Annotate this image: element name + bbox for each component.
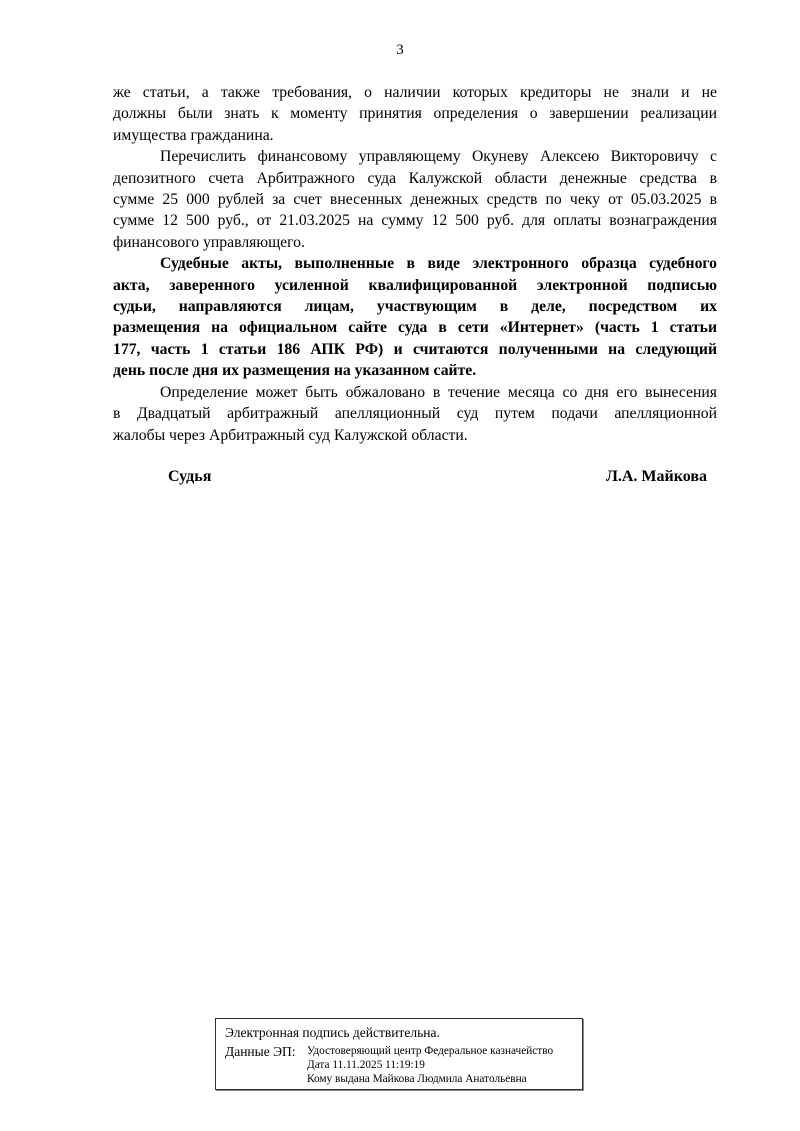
text-line: финансового управляющего. [113,233,305,251]
signature-data-label: Данные ЭП: [225,1044,296,1059]
signature-validity-text: Электронная подпись действительна. [225,1025,440,1040]
text-line: имущества гражданина. [113,126,274,144]
text-line: Определение может быть обжаловано в течение месяца со дня его вынесения [160,383,717,401]
judge-title: Судья [168,468,212,485]
text-line: Перечислить финансовому управляющему Окуневу Алексею Викторовичу с [160,148,717,166]
judge-name: Л.А. Майкова [605,468,707,485]
text-line: Судебные акты, выполненные в виде электронного образца судебного [160,255,717,273]
text-line: жалобы через Арбитражный суд Калужской области. [113,426,468,444]
text-line: сумме 12 500 руб., от 21.03.2025 на сумму 12 500 руб. для оплаты вознаграждения [113,212,717,230]
signature-row [113,466,717,487]
paragraph-continuation [113,82,717,146]
paragraph-electronic-acts [113,253,717,381]
paragraph-appeal [113,382,717,446]
certificate-authority: Удостоверяющий центр Федеральное казначейство [307,1045,554,1057]
text-line: размещения на официальном сайте суда в сети «Интернет» (часть 1 статьи [113,319,717,337]
electronic-signature-stamp [215,1018,583,1090]
page-number: 3 [396,42,404,58]
signature-date: Дата 11.11.2025 11:19:19 [307,1059,425,1072]
text-line: же статьи, а также требования, о наличии которых кредиторы не знали и не [113,84,717,101]
text-line: в Двадцатый арбитражный апелляционный суд путем подачи апелляционной [113,405,717,423]
text-line: должны были знать к моменту принятия определения о завершении реализации [113,105,717,123]
text-line: акта, заверенного усиленной квалифицированной электронной подписью [113,276,717,294]
document-body [113,82,717,446]
text-line: судьи, направляются лицам, участвующим в деле, посредством их [113,298,717,316]
signature-data-details [307,1044,553,1087]
text-line: сумме 25 000 рублей за счет внесенных денежных средств по чеку от 05.03.2025 в [113,191,717,209]
certificate-owner: Кому выдана Майкова Людмила Анатольевна [307,1073,527,1086]
text-line: 177, часть 1 статьи 186 АПК РФ) и считаются полученными на следующий [113,340,717,358]
text-line: депозитного счета Арбитражного суда Калужской области денежные средства в [113,169,717,187]
paragraph-transfer-funds [113,146,717,253]
signature-data-row [225,1044,574,1087]
text-line: день после дня их размещения на указанном сайте. [113,362,477,380]
